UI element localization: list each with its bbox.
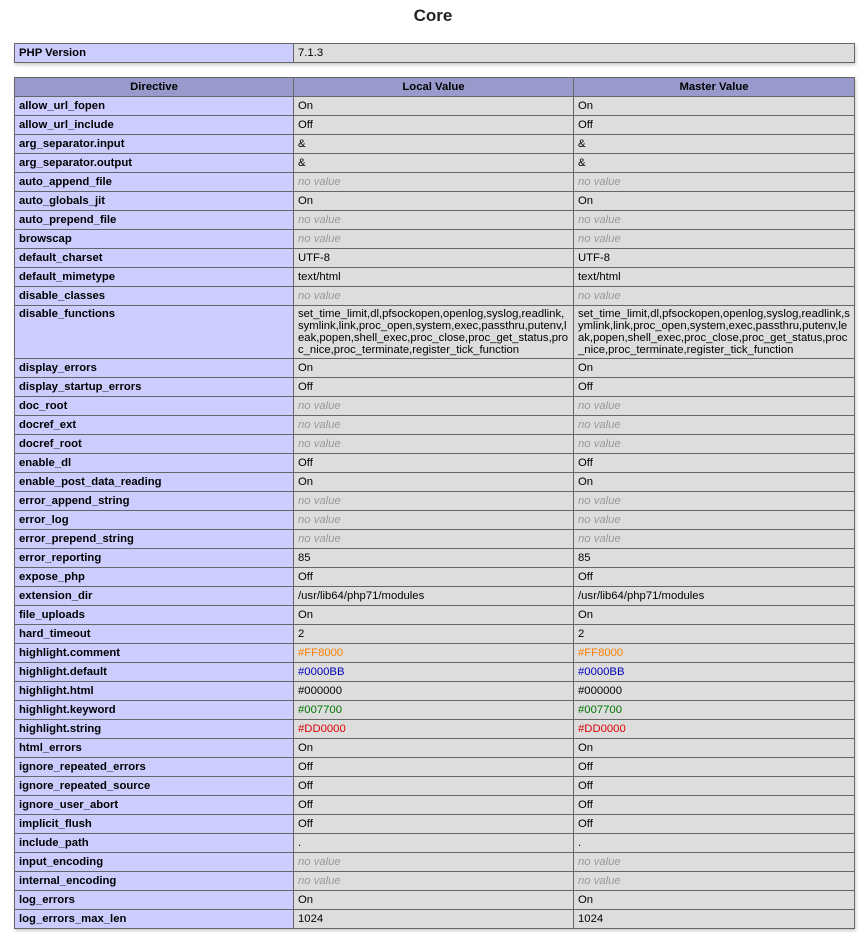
master-value: Off	[574, 568, 855, 587]
directive-name: arg_separator.input	[15, 135, 294, 154]
table-row	[15, 663, 855, 682]
local-value: 2	[294, 625, 574, 644]
local-value	[294, 211, 574, 230]
php-version-row	[15, 44, 855, 63]
directive-column-header: Directive	[15, 78, 294, 97]
no-value-text: no value	[578, 400, 621, 412]
local-value: On	[294, 739, 574, 758]
local-value: &	[294, 135, 574, 154]
header-row	[15, 78, 855, 97]
local-value: #DD0000	[294, 720, 574, 739]
master-value: #DD0000	[574, 720, 855, 739]
master-value: #000000	[574, 682, 855, 701]
directive-name: disable_classes	[15, 287, 294, 306]
local-value	[294, 435, 574, 454]
no-value-text: no value	[578, 290, 621, 302]
master-value	[574, 173, 855, 192]
directive-name: ignore_user_abort	[15, 796, 294, 815]
local-value: .	[294, 834, 574, 853]
local-value	[294, 173, 574, 192]
master-value: Off	[574, 815, 855, 834]
no-value-text: no value	[298, 438, 341, 450]
no-value-text: no value	[298, 533, 341, 545]
no-value-text: no value	[578, 875, 621, 887]
directive-name: enable_dl	[15, 454, 294, 473]
master-value: #FF8000	[574, 644, 855, 663]
no-value-text: no value	[298, 514, 341, 526]
table-row	[15, 306, 855, 359]
local-value: set_time_limit,dl,pfsockopen,openlog,syslog,readlink,symlink,link,proc_open,system,exec,passthru,putenv,leak,popen,shell_exec,proc_close,proc_get_status,proc_nice,proc_terminate,register_tick_function	[294, 306, 574, 359]
master-value	[574, 530, 855, 549]
master-value	[574, 416, 855, 435]
local-value: On	[294, 192, 574, 211]
master-value	[574, 853, 855, 872]
master-value	[574, 435, 855, 454]
no-value-text: no value	[578, 214, 621, 226]
directive-name: log_errors_max_len	[15, 910, 294, 929]
local-value: 85	[294, 549, 574, 568]
directive-name: html_errors	[15, 739, 294, 758]
no-value-text: no value	[298, 233, 341, 245]
table-row	[15, 853, 855, 872]
master-value: 85	[574, 549, 855, 568]
local-value: #0000BB	[294, 663, 574, 682]
directive-name: auto_prepend_file	[15, 211, 294, 230]
local-value: #FF8000	[294, 644, 574, 663]
master-value: .	[574, 834, 855, 853]
directive-name: error_reporting	[15, 549, 294, 568]
no-value-text: no value	[578, 856, 621, 868]
local-value-column-header: Local Value	[294, 78, 574, 97]
directive-name: input_encoding	[15, 853, 294, 872]
local-value: /usr/lib64/php71/modules	[294, 587, 574, 606]
directive-name: implicit_flush	[15, 815, 294, 834]
table-row	[15, 720, 855, 739]
no-value-text: no value	[578, 233, 621, 245]
table-row	[15, 682, 855, 701]
directive-name: default_mimetype	[15, 268, 294, 287]
master-value: /usr/lib64/php71/modules	[574, 587, 855, 606]
directive-name: error_log	[15, 511, 294, 530]
directive-name: extension_dir	[15, 587, 294, 606]
no-value-text: no value	[298, 290, 341, 302]
table-row	[15, 116, 855, 135]
directive-name: docref_root	[15, 435, 294, 454]
master-value: 1024	[574, 910, 855, 929]
directive-name: highlight.keyword	[15, 701, 294, 720]
table-row	[15, 268, 855, 287]
local-value	[294, 230, 574, 249]
table-row	[15, 154, 855, 173]
local-value	[294, 492, 574, 511]
directive-name: ignore_repeated_source	[15, 777, 294, 796]
no-value-text: no value	[578, 419, 621, 431]
master-value: On	[574, 192, 855, 211]
no-value-text: no value	[298, 400, 341, 412]
table-row	[15, 606, 855, 625]
no-value-text: no value	[298, 214, 341, 226]
master-value: text/html	[574, 268, 855, 287]
table-row	[15, 173, 855, 192]
directive-name: highlight.string	[15, 720, 294, 739]
table-row	[15, 416, 855, 435]
table-row	[15, 230, 855, 249]
directive-name: allow_url_include	[15, 116, 294, 135]
table-row	[15, 378, 855, 397]
directive-name: log_errors	[15, 891, 294, 910]
local-value	[294, 530, 574, 549]
directive-name: display_errors	[15, 359, 294, 378]
no-value-text: no value	[298, 495, 341, 507]
local-value: 1024	[294, 910, 574, 929]
local-value: UTF-8	[294, 249, 574, 268]
local-value: text/html	[294, 268, 574, 287]
table-row	[15, 625, 855, 644]
no-value-text: no value	[578, 438, 621, 450]
directive-name: enable_post_data_reading	[15, 473, 294, 492]
table-row	[15, 530, 855, 549]
table-row	[15, 796, 855, 815]
master-value-column-header: Master Value	[574, 78, 855, 97]
local-value: On	[294, 97, 574, 116]
table-row	[15, 815, 855, 834]
table-row	[15, 511, 855, 530]
table-row	[15, 872, 855, 891]
directives-body	[15, 97, 855, 929]
table-row	[15, 97, 855, 116]
directive-name: auto_globals_jit	[15, 192, 294, 211]
php-version-value: 7.1.3	[294, 44, 855, 63]
table-row	[15, 758, 855, 777]
local-value: #000000	[294, 682, 574, 701]
no-value-text: no value	[578, 176, 621, 188]
section-title: Core	[413, 6, 453, 25]
master-value: UTF-8	[574, 249, 855, 268]
master-value: set_time_limit,dl,pfsockopen,openlog,syslog,readlink,symlink,link,proc_open,system,exec,passthru,putenv,leak,popen,shell_exec,proc_close,proc_get_status,proc_nice,proc_terminate,register_tick_function	[574, 306, 855, 359]
directive-name: display_startup_errors	[15, 378, 294, 397]
master-value	[574, 872, 855, 891]
no-value-text: no value	[298, 856, 341, 868]
table-row	[15, 701, 855, 720]
table-row	[15, 492, 855, 511]
local-value: Off	[294, 116, 574, 135]
master-value: On	[574, 606, 855, 625]
master-value: Off	[574, 116, 855, 135]
directive-name: highlight.html	[15, 682, 294, 701]
local-value: Off	[294, 378, 574, 397]
no-value-text: no value	[298, 176, 341, 188]
directive-name: browscap	[15, 230, 294, 249]
directive-name: highlight.default	[15, 663, 294, 682]
local-value: On	[294, 473, 574, 492]
directive-name: include_path	[15, 834, 294, 853]
local-value	[294, 287, 574, 306]
no-value-text: no value	[298, 875, 341, 887]
table-row	[15, 568, 855, 587]
directive-name: hard_timeout	[15, 625, 294, 644]
directive-name: disable_functions	[15, 306, 294, 359]
master-value: On	[574, 359, 855, 378]
local-value	[294, 416, 574, 435]
master-value: &	[574, 135, 855, 154]
master-value	[574, 211, 855, 230]
directive-name: internal_encoding	[15, 872, 294, 891]
local-value: Off	[294, 454, 574, 473]
table-row	[15, 891, 855, 910]
table-row	[15, 834, 855, 853]
directive-name: expose_php	[15, 568, 294, 587]
table-row	[15, 359, 855, 378]
master-value	[574, 287, 855, 306]
local-value	[294, 872, 574, 891]
table-row	[15, 397, 855, 416]
local-value: Off	[294, 777, 574, 796]
no-value-text: no value	[578, 533, 621, 545]
table-row	[15, 644, 855, 663]
local-value: On	[294, 606, 574, 625]
local-value: On	[294, 359, 574, 378]
table-row	[15, 549, 855, 568]
table-row	[15, 192, 855, 211]
no-value-text: no value	[578, 514, 621, 526]
directive-name: error_append_string	[15, 492, 294, 511]
php-version-table	[14, 43, 855, 63]
table-row	[15, 135, 855, 154]
master-value: #007700	[574, 701, 855, 720]
no-value-text: no value	[298, 419, 341, 431]
php-version-label: PHP Version	[15, 44, 294, 63]
master-value: #0000BB	[574, 663, 855, 682]
local-value: Off	[294, 815, 574, 834]
table-row	[15, 287, 855, 306]
core-directives-table	[14, 77, 855, 929]
master-value: On	[574, 97, 855, 116]
master-value: Off	[574, 454, 855, 473]
local-value	[294, 511, 574, 530]
directive-name: ignore_repeated_errors	[15, 758, 294, 777]
table-row	[15, 739, 855, 758]
directive-name: file_uploads	[15, 606, 294, 625]
master-value	[574, 230, 855, 249]
master-value: On	[574, 739, 855, 758]
local-value: Off	[294, 568, 574, 587]
local-value	[294, 853, 574, 872]
table-row	[15, 473, 855, 492]
local-value: On	[294, 891, 574, 910]
directive-name: auto_append_file	[15, 173, 294, 192]
directive-name: error_prepend_string	[15, 530, 294, 549]
table-row	[15, 777, 855, 796]
directive-name: highlight.comment	[15, 644, 294, 663]
table-row	[15, 435, 855, 454]
master-value: Off	[574, 777, 855, 796]
master-value	[574, 397, 855, 416]
master-value: Off	[574, 758, 855, 777]
master-value: 2	[574, 625, 855, 644]
master-value: &	[574, 154, 855, 173]
directive-name: doc_root	[15, 397, 294, 416]
master-value	[574, 511, 855, 530]
table-row	[15, 249, 855, 268]
master-value: Off	[574, 796, 855, 815]
master-value	[574, 492, 855, 511]
local-value: #007700	[294, 701, 574, 720]
no-value-text: no value	[578, 495, 621, 507]
table-row	[15, 454, 855, 473]
master-value: On	[574, 473, 855, 492]
table-row	[15, 587, 855, 606]
master-value: On	[574, 891, 855, 910]
directive-name: arg_separator.output	[15, 154, 294, 173]
table-row	[15, 211, 855, 230]
directive-name: allow_url_fopen	[15, 97, 294, 116]
local-value: Off	[294, 796, 574, 815]
local-value	[294, 397, 574, 416]
directive-name: default_charset	[15, 249, 294, 268]
table-row	[15, 910, 855, 929]
directive-name: docref_ext	[15, 416, 294, 435]
local-value: &	[294, 154, 574, 173]
local-value: Off	[294, 758, 574, 777]
master-value: Off	[574, 378, 855, 397]
